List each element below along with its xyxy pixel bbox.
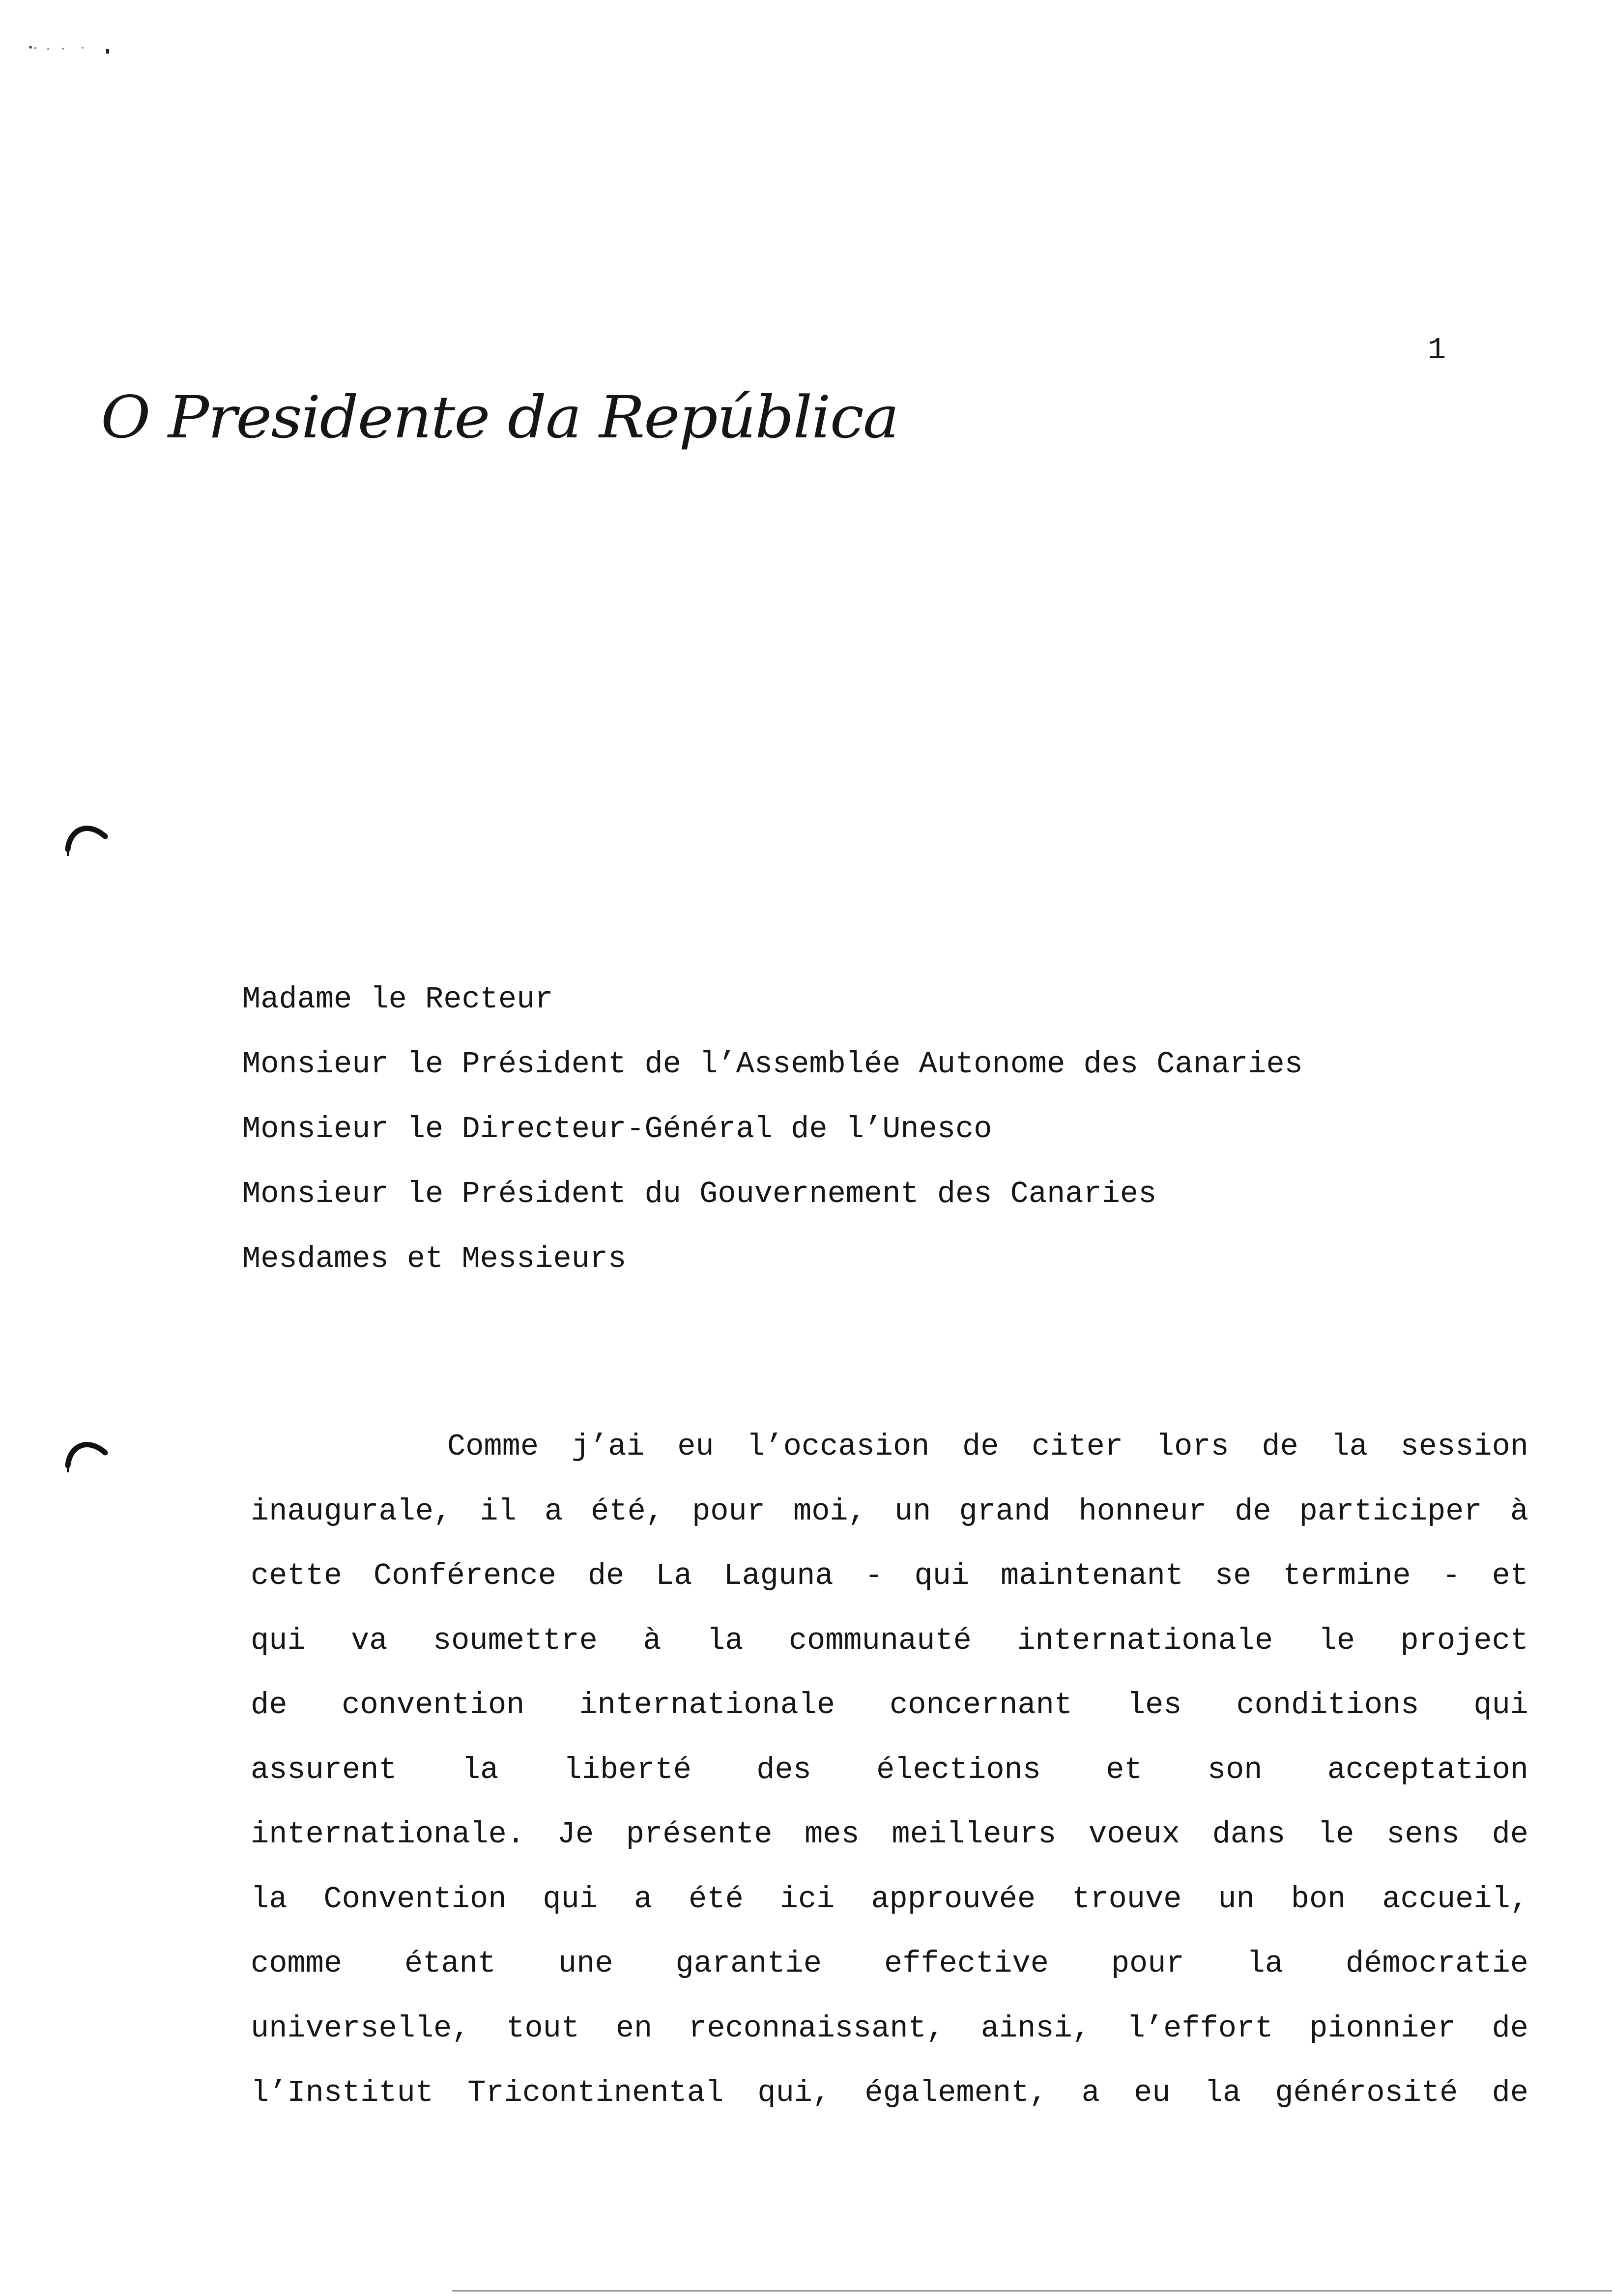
paragraph-line: de convention internationale concernant les conditions qui: [251, 1688, 1528, 1722]
scan-specks: [25, 40, 118, 60]
punch-hole-mark: [63, 1431, 112, 1475]
paragraph-line: qui va soumettre à la communauté internationale le project: [251, 1623, 1528, 1658]
salutation-block: [242, 967, 1569, 1292]
salutation-line: Monsieur le Président de l’Assemblée Autonome des Canaries: [242, 1047, 1303, 1082]
paragraph-line: la Convention qui a été ici approuvée trouve un bon accueil,: [251, 1881, 1528, 1917]
body-paragraph: [251, 1414, 1528, 2125]
paragraph-line: universelle, tout en reconnaissant, ainsi, l’effort pionnier de: [251, 2010, 1528, 2046]
scan-edge-line: [452, 2290, 1612, 2292]
paragraph-line: comme étant une garantie effective pour la démocratie: [251, 1946, 1528, 1981]
letterhead-title: O Presidente da República: [101, 383, 898, 451]
paragraph-line: cette Conférence de La Laguna - qui maintenant se termine - et: [251, 1558, 1528, 1593]
paragraph-line: assurent la liberté des élections et son acceptation: [251, 1752, 1528, 1787]
paragraph-line: l’Institut Tricontinental qui, également, a eu la générosité de: [251, 2075, 1528, 2110]
salutation-line: Madame le Recteur: [242, 982, 553, 1017]
paragraph-line: internationale. Je présente mes meilleurs voeux dans le sens de: [251, 1817, 1528, 1852]
salutation-line: Monsieur le Président du Gouvernement des Canaries: [242, 1177, 1157, 1211]
punch-hole-mark: [63, 815, 112, 859]
salutation-line: Monsieur le Directeur-Général de l’Unesco: [242, 1112, 992, 1147]
page-number: 1: [1428, 333, 1446, 368]
paragraph-line: Comme j’ai eu l’occasion de citer lors de la session: [447, 1429, 1528, 1464]
salutation-line: Mesdames et Messieurs: [242, 1241, 627, 1276]
paragraph-line: inaugurale, il a été, pour moi, un grand honneur de participer à: [251, 1493, 1528, 1529]
